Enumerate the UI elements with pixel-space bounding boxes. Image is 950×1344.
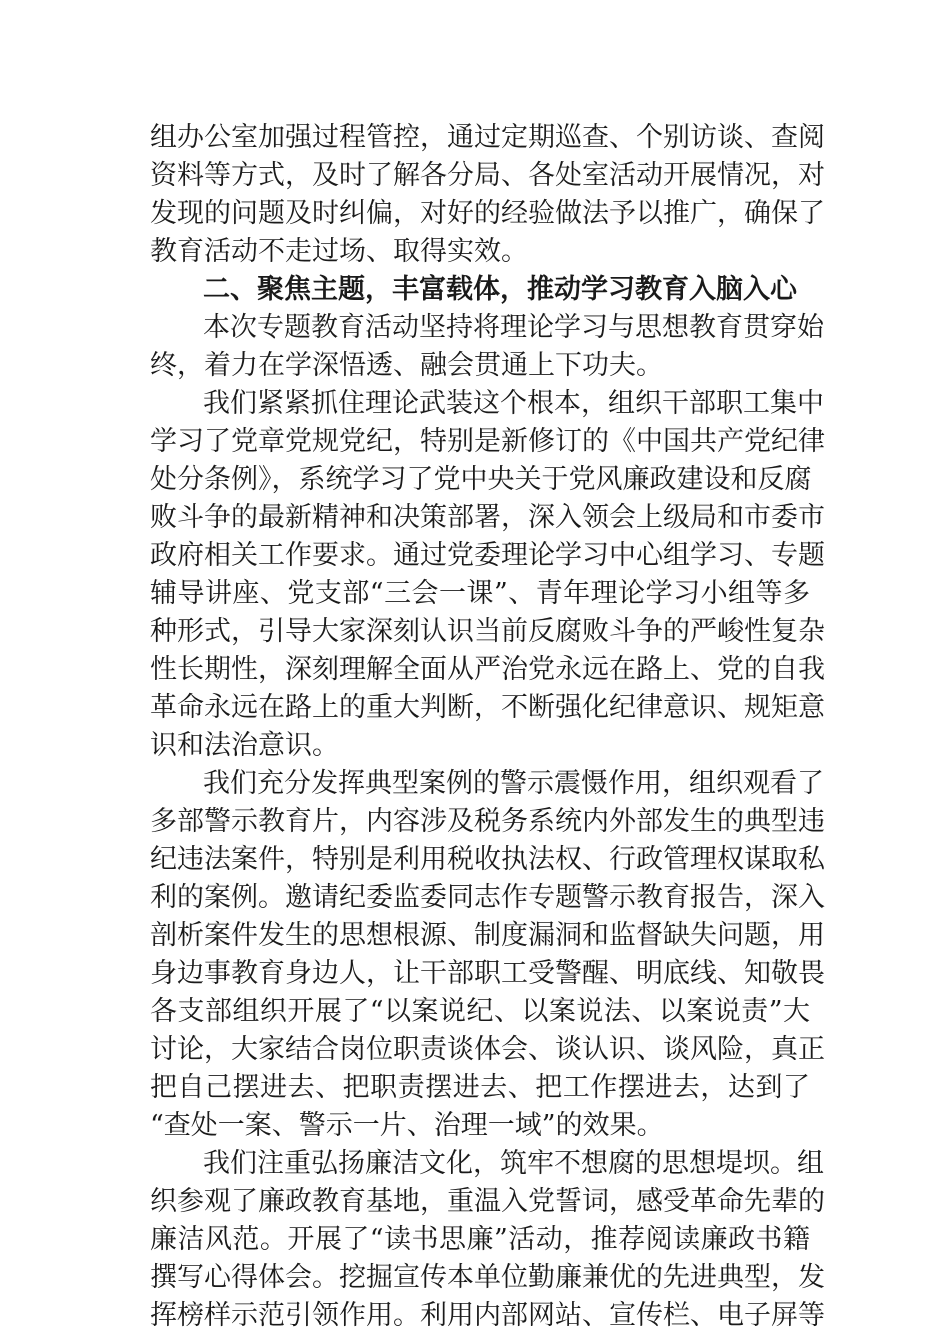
body-text-line: 剖析案件发生的思想根源、制度漏洞和监督缺失问题，用 [150, 920, 825, 951]
body-text-line: 讨论，大家结合岗位职责谈体会、谈认识、谈风险，真正 [150, 1034, 825, 1065]
body-text-line: 多部警示教育片，内容涉及税务系统内外部发生的典型违 [150, 806, 825, 837]
body-text-line: 败斗争的最新精神和决策部署，深入领会上级局和市委市 [150, 502, 825, 533]
body-text-line: “查处一案、警示一片、治理一域”的效果。 [150, 1110, 664, 1141]
body-text-line: 组办公室加强过程管控，通过定期巡查、个别访谈、查阅 [150, 122, 825, 153]
body-text-line: 廉洁风范。开展了“读书思廉”活动，推荐阅读廉政书籍 [150, 1224, 810, 1255]
body-text-line: 种形式，引导大家深刻认识当前反腐败斗争的严峻性复杂 [150, 616, 825, 647]
body-text-line: 身边事教育身边人，让干部职工受警醒、明底线、知敬畏 [150, 958, 825, 989]
body-text-line: 终，着力在学深悟透、融会贯通上下功夫。 [150, 350, 663, 381]
body-text-line: 我们充分发挥典型案例的警示震慑作用，组织观看了 [203, 768, 824, 799]
body-text-line: 本次专题教育活动坚持将理论学习与思想教育贯穿始 [203, 312, 824, 343]
body-text-line: 撰写心得体会。挖掘宣传本单位勤廉兼优的先进典型，发 [150, 1262, 825, 1293]
body-text-line: 教育活动不走过场、取得实效。 [150, 236, 528, 267]
body-text-line: 性长期性，深刻理解全面从严治党永远在路上、党的自我 [150, 654, 825, 685]
section-heading: 二、聚焦主题，丰富载体，推动学习教育入脑入心 [203, 274, 797, 305]
body-text-line: 学习了党章党规党纪，特别是新修订的《中国共产党纪律 [150, 426, 825, 457]
body-text-line: 我们紧紧抓住理论武装这个根本，组织干部职工集中 [203, 388, 824, 419]
body-text-line: 识和法治意识。 [150, 730, 339, 761]
body-text-line: 辅导讲座、党支部“三会一课”、青年理论学习小组等多 [150, 578, 810, 609]
body-text-line: 政府相关工作要求。通过党委理论学习中心组学习、专题 [150, 540, 825, 571]
body-text-line: 把自己摆进去、把职责摆进去、把工作摆进去，达到了 [150, 1072, 810, 1103]
body-text-line: 挥榜样示范引领作用。利用内部网站、宣传栏、电子屏等 [150, 1300, 825, 1331]
body-text-line: 处分条例》，系统学习了党中央关于党风廉政建设和反腐 [150, 464, 812, 495]
body-text-line: 发现的问题及时纠偏，对好的经验做法予以推广，确保了 [150, 198, 825, 229]
body-text-line: 织参观了廉政教育基地，重温入党誓词，感受革命先辈的 [150, 1186, 825, 1217]
body-text-line: 利的案例。邀请纪委监委同志作专题警示教育报告，深入 [150, 882, 825, 913]
body-text-line: 纪违法案件，特别是利用税收执法权、行政管理权谋取私 [150, 844, 825, 875]
body-text-line: 革命永远在路上的重大判断，不断强化纪律意识、规矩意 [150, 692, 825, 723]
body-text-line: 资料等方式，及时了解各分局、各处室活动开展情况，对 [150, 160, 825, 191]
body-text-line: 各支部组织开展了“以案说纪、以案说法、以案说责”大 [150, 996, 810, 1027]
body-text-line: 我们注重弘扬廉洁文化，筑牢不想腐的思想堤坝。组 [203, 1148, 824, 1179]
